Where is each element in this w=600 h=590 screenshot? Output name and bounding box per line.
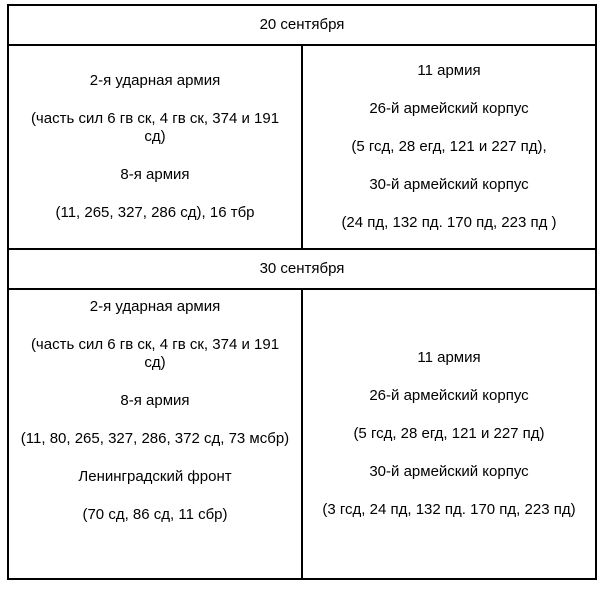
right-line: 30-й армейский корпус [369,176,529,193]
right-line: (3 гсд, 24 пд, 132 пд. 170 пд, 223 пд) [322,501,576,518]
date-cell: 20 сентября [8,5,596,45]
forces-row [8,289,596,579]
date-row [8,5,596,45]
soviet-forces-cell [8,289,302,579]
left-line: 8-я армия [120,166,190,183]
german-forces-cell [302,289,596,579]
left-line: (70 сд, 86 сд, 11 сбр) [82,506,228,523]
left-line: 2-я ударная армия [89,72,221,89]
left-line: (11, 80, 265, 327, 286, 372 сд, 73 мсбр) [20,430,290,447]
soviet-forces-cell [8,45,302,249]
right-line: (5 гсд, 28 егд, 121 и 227 пд), [351,138,547,155]
right-line: 30-й армейский корпус [369,463,529,480]
right-line: 26-й армейский корпус [369,387,529,404]
date-cell: 30 сентября [8,249,596,289]
right-line: (5 гсд, 28 егд, 121 и 227 пд) [353,425,545,442]
left-line: 8-я армия [120,392,190,409]
right-line: 11 армия [417,62,481,79]
date-row [8,249,596,289]
left-line: (часть сил 6 гв ск, 4 гв ск, 374 и 191 сд) [30,110,280,145]
document-page [7,4,597,585]
right-line: 11 армия [417,349,481,366]
left-line: 2-я ударная армия [89,298,221,315]
forces-row [8,45,596,249]
left-line: (часть сил 6 гв ск, 4 гв ск, 374 и 191 сд) [30,336,280,371]
left-line: (11, 265, 327, 286 сд), 16 тбр [55,204,255,221]
right-line: 26-й армейский корпус [369,100,529,117]
forces-table [7,4,597,580]
right-line: (24 пд, 132 пд. 170 пд, 223 пд ) [341,214,557,231]
left-line: Ленинградский фронт [78,468,232,485]
german-forces-cell [302,45,596,249]
